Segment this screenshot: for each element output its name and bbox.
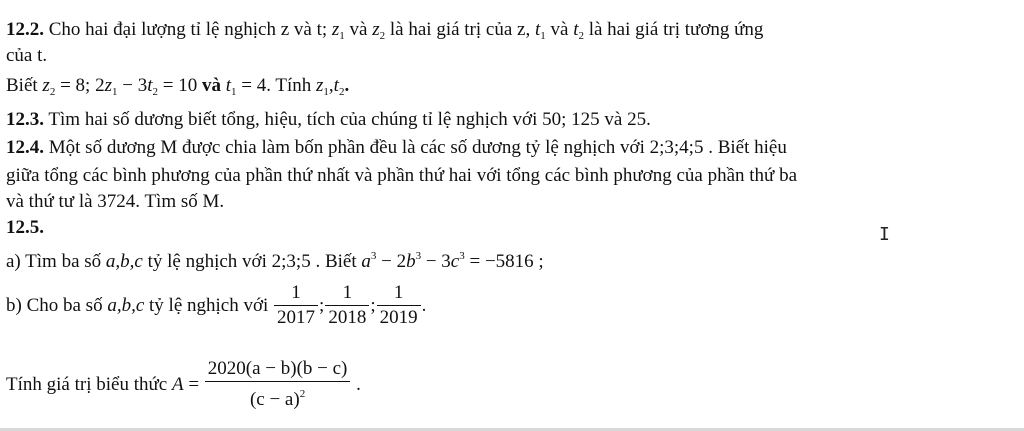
fraction-2019 <box>377 281 421 330</box>
text: và <box>545 19 574 40</box>
denominator <box>205 381 351 412</box>
denominator: 2017 <box>274 305 318 330</box>
expression-fraction <box>205 357 351 412</box>
text: tỷ lệ nghịch với 2;3;5 . Biết <box>142 251 362 272</box>
problem-12-2-line-2: của t. <box>6 45 48 66</box>
text: Tính giá trị biểu thức <box>6 373 172 395</box>
problem-label: 12.3. <box>6 109 44 130</box>
text: . <box>351 373 361 395</box>
sub: 2 <box>379 30 386 42</box>
denominator: 2019 <box>377 305 421 330</box>
text: . <box>344 75 350 96</box>
text: . Tính <box>266 75 316 96</box>
text: ; <box>319 294 325 316</box>
var: A <box>171 373 184 395</box>
problem-12-5-b <box>6 282 426 331</box>
var: b <box>406 251 416 272</box>
text: − 3 <box>421 251 451 272</box>
var: t <box>534 19 541 40</box>
fraction-2017 <box>274 281 318 330</box>
numerator: 1 <box>393 282 404 303</box>
var: z <box>372 19 380 40</box>
problem-label: 12.4. <box>6 137 44 158</box>
sub: 2 <box>152 86 158 98</box>
var: z <box>104 75 112 96</box>
sup: 2 <box>299 388 306 400</box>
sub: 2 <box>338 86 345 98</box>
problem-12-5-expression <box>6 358 361 413</box>
problem-12-5-label: 12.5. <box>6 217 44 238</box>
text: là hai giá trị của z, <box>385 19 535 40</box>
text: b) Cho ba số <box>6 294 108 316</box>
sub: 1 <box>323 86 329 98</box>
var: t <box>333 75 339 96</box>
var: z <box>316 75 324 96</box>
fraction-2018 <box>325 281 369 330</box>
denominator: 2018 <box>325 305 369 330</box>
problem-12-4-line-3: và thứ tư là 3724. Tìm số M. <box>6 191 225 212</box>
var: t <box>573 19 579 40</box>
problem-12-2-line-3 <box>6 74 349 104</box>
text: tỷ lệ nghịch với <box>144 294 274 316</box>
text: a) Tìm ba số <box>6 251 106 272</box>
text: , <box>328 75 334 96</box>
numerator: 2020(a − b)(b − c) <box>207 358 348 379</box>
problem-12-3 <box>6 108 651 132</box>
text: và <box>344 19 373 40</box>
text: = 8; 2 <box>55 75 105 96</box>
sup: 3 <box>459 250 465 262</box>
problem-12-4-line-2: giữa tổng các bình phương của phần thứ nhất và phần thứ hai với tổng các bình phương của phần thứ ba <box>6 165 798 186</box>
text: Tìm hai số dương biết tổng, hiệu, tích của chúng tỉ lệ nghịch với 50; 125 và 25. <box>44 109 651 130</box>
text: = <box>183 373 204 395</box>
sub: 1 <box>540 30 546 42</box>
sub: 2 <box>578 30 584 42</box>
text: ; <box>370 294 376 316</box>
problem-label: 12.2. <box>6 19 44 40</box>
var: c <box>450 251 460 272</box>
sub: 1 <box>111 86 118 98</box>
text: và <box>201 75 221 96</box>
text: là hai giá trị tương ứng <box>583 19 764 40</box>
text: − 3 <box>117 75 148 96</box>
text: − 2 <box>376 251 407 272</box>
var: z <box>331 19 340 40</box>
text: = −5816 ; <box>464 251 544 272</box>
var: a,b,c <box>105 251 143 272</box>
text: Một số dương M được chia làm bốn phần đều là các số dương tỷ lệ nghịch với 2;3;4;5 . Biết hiệu <box>44 137 787 158</box>
sup: 3 <box>415 250 422 262</box>
text: (c − a) <box>249 389 300 410</box>
text-cursor-icon: I <box>879 224 890 245</box>
sup: 3 <box>370 250 377 262</box>
text: . <box>421 294 427 316</box>
var: t <box>225 75 231 96</box>
text: = 10 <box>157 75 202 96</box>
text: Biết <box>6 75 43 96</box>
text: Cho hai đại lượng tỉ lệ nghịch z và t; <box>44 19 332 40</box>
problem-12-2-line-1 <box>6 18 763 48</box>
numerator: 1 <box>291 282 301 303</box>
numerator: 1 <box>342 282 353 303</box>
problem-12-4-line-1 <box>6 136 787 160</box>
text: = 4 <box>236 75 267 96</box>
problem-12-5-a <box>6 244 544 274</box>
var: t <box>147 75 153 96</box>
var: a,b,c <box>107 294 145 316</box>
var: z <box>42 75 50 96</box>
sub: 2 <box>49 86 56 98</box>
sub: 1 <box>230 86 237 98</box>
sub: 1 <box>339 30 345 42</box>
var: a <box>361 251 371 272</box>
